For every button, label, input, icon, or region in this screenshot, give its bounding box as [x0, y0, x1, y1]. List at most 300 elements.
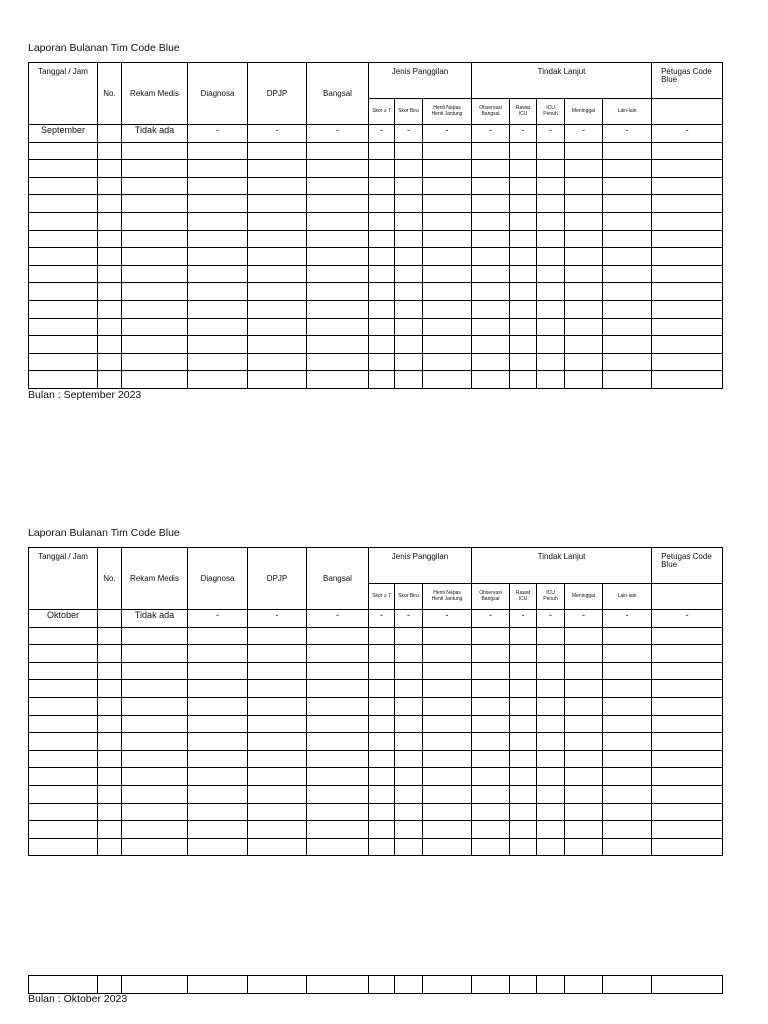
table-cell — [565, 645, 603, 663]
table-cell — [652, 768, 723, 786]
table-cell — [472, 248, 510, 266]
table-cell — [472, 142, 510, 160]
table-cell — [603, 821, 652, 839]
table-cell — [565, 838, 603, 856]
table-cell — [122, 697, 188, 715]
table-cell — [188, 662, 248, 680]
table-cell — [188, 627, 248, 645]
table-cell — [603, 785, 652, 803]
table-cell — [369, 336, 395, 354]
header-dpjp: DPJP — [248, 63, 307, 125]
table-cell — [188, 318, 248, 336]
table-cell — [307, 336, 369, 354]
table-cell — [472, 212, 510, 230]
table-cell — [652, 318, 723, 336]
cell-rekam-medis: Tidak ada — [122, 610, 188, 628]
table-cell — [652, 785, 723, 803]
table-cell — [98, 768, 122, 786]
table-cell — [395, 283, 423, 301]
table-cell — [510, 697, 537, 715]
table-row — [29, 976, 723, 994]
table-cell — [603, 645, 652, 663]
table-cell — [472, 353, 510, 371]
table-cell — [188, 353, 248, 371]
table-cell — [248, 353, 307, 371]
cell-observasi-bangsal: - — [472, 125, 510, 143]
cell-skor-7: - — [369, 125, 395, 143]
cell-skor-biru: - — [395, 610, 423, 628]
table-row — [29, 177, 723, 195]
table-cell — [395, 195, 423, 213]
table-cell — [603, 142, 652, 160]
table-cell — [188, 160, 248, 178]
table-cell — [395, 318, 423, 336]
table-cell — [98, 177, 122, 195]
table-cell — [537, 768, 565, 786]
table-cell — [188, 177, 248, 195]
table-cell — [188, 838, 248, 856]
table-cell — [510, 177, 537, 195]
table-cell — [122, 785, 188, 803]
table-cell — [537, 662, 565, 680]
code-blue-report-table — [28, 547, 723, 856]
table-cell — [307, 750, 369, 768]
table-cell — [423, 265, 472, 283]
cell-henti-napas: - — [423, 610, 472, 628]
table-cell — [98, 336, 122, 354]
table-cell — [188, 248, 248, 266]
table-cell — [565, 733, 603, 751]
table-cell — [369, 697, 395, 715]
table-cell — [29, 803, 98, 821]
table-cell — [307, 627, 369, 645]
table-cell — [29, 750, 98, 768]
table-cell — [98, 733, 122, 751]
table-cell — [122, 821, 188, 839]
table-cell — [395, 768, 423, 786]
table-cell — [369, 662, 395, 680]
table-cell — [423, 336, 472, 354]
table-cell — [565, 371, 603, 389]
table-cell — [307, 265, 369, 283]
table-cell — [652, 212, 723, 230]
table-cell — [537, 160, 565, 178]
table-cell — [98, 715, 122, 733]
subheader-observasi-bangsal: Observasi Bangsal — [472, 584, 510, 610]
table-cell — [395, 212, 423, 230]
table-cell — [122, 662, 188, 680]
table-cell — [248, 300, 307, 318]
table-cell — [537, 645, 565, 663]
table-cell — [307, 160, 369, 178]
table-row — [29, 680, 723, 698]
table-cell — [122, 283, 188, 301]
table-cell — [603, 803, 652, 821]
cell-lain-lain: - — [603, 610, 652, 628]
table-cell — [248, 371, 307, 389]
month-caption: Bulan : September 2023 — [28, 389, 142, 401]
header-jenis-panggilan: Jenis Panggilan — [369, 548, 472, 584]
table-cell — [510, 265, 537, 283]
table-cell — [29, 697, 98, 715]
table-cell — [395, 627, 423, 645]
table-cell — [565, 283, 603, 301]
table-cell — [537, 177, 565, 195]
table-cell — [122, 976, 188, 994]
table-cell — [652, 353, 723, 371]
table-cell — [423, 662, 472, 680]
cell-dpjp: - — [248, 125, 307, 143]
header-diagnosa: Diagnosa — [188, 63, 248, 125]
table-cell — [510, 248, 537, 266]
table-cell — [98, 160, 122, 178]
table-cell — [29, 645, 98, 663]
table-cell — [423, 177, 472, 195]
table-cell — [29, 680, 98, 698]
table-cell — [29, 768, 98, 786]
table-cell — [423, 680, 472, 698]
table-row — [29, 697, 723, 715]
table-cell — [248, 195, 307, 213]
table-cell — [652, 680, 723, 698]
subheader-henti-napas: Henti Napas Henti Jantung — [423, 99, 472, 125]
subheader-meninggal: Meninggal — [565, 99, 603, 125]
table-cell — [652, 976, 723, 994]
table-cell — [565, 785, 603, 803]
table-cell — [307, 318, 369, 336]
table-cell — [122, 212, 188, 230]
table-cell — [565, 768, 603, 786]
table-cell — [565, 697, 603, 715]
table-cell — [369, 212, 395, 230]
table-cell — [423, 803, 472, 821]
table-cell — [565, 248, 603, 266]
table-cell — [565, 803, 603, 821]
table-cell — [565, 230, 603, 248]
table-cell — [395, 733, 423, 751]
table-cell — [307, 768, 369, 786]
table-cell — [510, 160, 537, 178]
table-cell — [122, 680, 188, 698]
table-cell — [98, 976, 122, 994]
table-cell — [510, 318, 537, 336]
table-cell — [537, 803, 565, 821]
table-cell — [29, 212, 98, 230]
subheader-rawat-icu: Rawat ICU — [510, 584, 537, 610]
table-cell — [98, 697, 122, 715]
table-cell — [423, 248, 472, 266]
table-cell — [395, 803, 423, 821]
cell-observasi-bangsal: - — [472, 610, 510, 628]
header-diagnosa: Diagnosa — [188, 548, 248, 610]
table-row — [29, 300, 723, 318]
table-cell — [122, 177, 188, 195]
table-cell — [510, 283, 537, 301]
table-cell — [188, 142, 248, 160]
table-cell — [122, 160, 188, 178]
table-cell — [603, 680, 652, 698]
table-cell — [510, 336, 537, 354]
table-cell — [122, 248, 188, 266]
table-cell — [307, 300, 369, 318]
table-cell — [395, 248, 423, 266]
table-row — [29, 785, 723, 803]
table-cell — [537, 838, 565, 856]
table-cell — [603, 697, 652, 715]
table-cell — [98, 230, 122, 248]
table-cell — [395, 838, 423, 856]
table-cell — [537, 195, 565, 213]
table-cell — [603, 336, 652, 354]
table-cell — [565, 750, 603, 768]
cell-diagnosa: - — [188, 610, 248, 628]
table-cell — [537, 627, 565, 645]
table-cell — [652, 371, 723, 389]
table-cell — [98, 300, 122, 318]
table-cell — [395, 300, 423, 318]
subheader-lain-lain: Lain-lain — [603, 99, 652, 125]
table-cell — [369, 976, 395, 994]
table-cell — [395, 976, 423, 994]
table-cell — [565, 336, 603, 354]
table-cell — [248, 768, 307, 786]
table-cell — [423, 142, 472, 160]
table-cell — [652, 838, 723, 856]
subheader-petugas-blank — [652, 99, 723, 125]
header-no: No. — [98, 548, 122, 610]
table-cell — [98, 353, 122, 371]
table-cell — [29, 283, 98, 301]
table-row — [29, 750, 723, 768]
table-cell — [565, 160, 603, 178]
table-cell — [423, 821, 472, 839]
table-cell — [307, 212, 369, 230]
table-cell — [510, 715, 537, 733]
table-cell — [537, 265, 565, 283]
table-cell — [98, 371, 122, 389]
table-cell — [248, 645, 307, 663]
subheader-skor-7: Skor ≥ 7 — [369, 584, 395, 610]
table-cell — [307, 715, 369, 733]
table-cell — [510, 768, 537, 786]
table-cell — [423, 715, 472, 733]
table-cell — [188, 195, 248, 213]
table-cell — [603, 662, 652, 680]
table-cell — [188, 976, 248, 994]
table-cell — [603, 353, 652, 371]
header-tanggal-jam: Tanggal / Jam — [29, 63, 98, 125]
table-cell — [29, 160, 98, 178]
table-cell — [537, 976, 565, 994]
table-cell — [98, 265, 122, 283]
table-cell — [510, 662, 537, 680]
table-cell — [652, 195, 723, 213]
subheader-rawat-icu: Rawat ICU — [510, 99, 537, 125]
table-cell — [29, 785, 98, 803]
table-cell — [423, 212, 472, 230]
table-cell — [603, 230, 652, 248]
table-cell — [307, 353, 369, 371]
table-cell — [98, 318, 122, 336]
table-row — [29, 715, 723, 733]
table-cell — [29, 733, 98, 751]
table-cell — [472, 750, 510, 768]
table-cell — [537, 715, 565, 733]
table-cell — [122, 627, 188, 645]
table-cell — [472, 697, 510, 715]
subheader-skor-7: Skor ≥ 7 — [369, 99, 395, 125]
table-cell — [369, 353, 395, 371]
table-cell — [188, 265, 248, 283]
table-cell — [98, 750, 122, 768]
table-cell — [603, 300, 652, 318]
table-row — [29, 160, 723, 178]
code-blue-report-table-continuation — [28, 975, 723, 994]
table-row — [29, 195, 723, 213]
table-cell — [122, 265, 188, 283]
table-cell — [423, 195, 472, 213]
table-cell — [248, 662, 307, 680]
table-cell — [510, 976, 537, 994]
table-cell — [565, 627, 603, 645]
subheader-skor-biru: Skor Biru — [395, 99, 423, 125]
table-cell — [472, 195, 510, 213]
table-cell — [565, 195, 603, 213]
continuation-body — [29, 976, 723, 994]
table-cell — [369, 838, 395, 856]
cell-rawat-icu: - — [510, 610, 537, 628]
table-cell — [603, 838, 652, 856]
table-cell — [29, 248, 98, 266]
table-cell — [537, 336, 565, 354]
subheader-skor-biru: Skor Biru — [395, 584, 423, 610]
table-cell — [565, 177, 603, 195]
table-cell — [369, 821, 395, 839]
table-cell — [423, 627, 472, 645]
cell-petugas: - — [652, 125, 723, 143]
table-cell — [395, 230, 423, 248]
header-jenis-panggilan: Jenis Panggilan — [369, 63, 472, 99]
table-cell — [537, 785, 565, 803]
header-petugas-code-blue: Petugas Code Blue — [652, 548, 723, 584]
table-cell — [537, 750, 565, 768]
table-cell — [652, 230, 723, 248]
table-cell — [122, 645, 188, 663]
table-cell — [248, 177, 307, 195]
table-cell — [652, 715, 723, 733]
table-cell — [369, 733, 395, 751]
table-cell — [122, 750, 188, 768]
table-cell — [248, 680, 307, 698]
table-cell — [510, 821, 537, 839]
table-cell — [603, 733, 652, 751]
table-row — [29, 838, 723, 856]
table-cell — [652, 750, 723, 768]
table-cell — [29, 976, 98, 994]
table-row — [29, 733, 723, 751]
header-no: No. — [98, 63, 122, 125]
table-cell — [395, 142, 423, 160]
table-cell — [565, 821, 603, 839]
table-cell — [248, 627, 307, 645]
table-cell — [122, 336, 188, 354]
table-cell — [423, 838, 472, 856]
table-cell — [369, 803, 395, 821]
table-cell — [369, 645, 395, 663]
table-row — [29, 336, 723, 354]
table-cell — [307, 838, 369, 856]
table-cell — [537, 371, 565, 389]
table-cell — [510, 212, 537, 230]
table-cell — [307, 733, 369, 751]
table-cell — [652, 336, 723, 354]
table-cell — [369, 768, 395, 786]
table-cell — [369, 230, 395, 248]
table-cell — [188, 750, 248, 768]
table-cell — [307, 142, 369, 160]
table-cell — [369, 680, 395, 698]
table-cell — [565, 976, 603, 994]
table-cell — [423, 768, 472, 786]
table-cell — [423, 353, 472, 371]
table-cell — [472, 680, 510, 698]
month-caption: Bulan : Oktober 2023 — [28, 993, 128, 1005]
table-row — [29, 283, 723, 301]
table-cell — [248, 336, 307, 354]
header-tindak-lanjut: Tindak Lanjut — [472, 548, 652, 584]
table-cell — [472, 318, 510, 336]
table-cell — [248, 283, 307, 301]
table-cell — [537, 142, 565, 160]
table-cell — [248, 838, 307, 856]
table-cell — [472, 160, 510, 178]
table-cell — [472, 733, 510, 751]
table-cell — [29, 821, 98, 839]
table-cell — [652, 803, 723, 821]
table-cell — [472, 662, 510, 680]
cell-skor-7: - — [369, 610, 395, 628]
table-cell — [510, 300, 537, 318]
table-cell — [307, 697, 369, 715]
table-cell — [537, 230, 565, 248]
table-cell — [652, 697, 723, 715]
table-cell — [98, 195, 122, 213]
table-cell — [510, 142, 537, 160]
table-cell — [122, 195, 188, 213]
header-tindak-lanjut: Tindak Lanjut — [472, 63, 652, 99]
table-cell — [423, 976, 472, 994]
table-cell — [29, 353, 98, 371]
table-cell — [188, 680, 248, 698]
table-cell — [603, 750, 652, 768]
table-row — [29, 610, 723, 628]
table-cell — [472, 838, 510, 856]
table-cell — [472, 976, 510, 994]
table-cell — [122, 838, 188, 856]
table-cell — [395, 645, 423, 663]
table-cell — [307, 371, 369, 389]
table-cell — [423, 230, 472, 248]
table-cell — [98, 662, 122, 680]
table-cell — [510, 785, 537, 803]
table-cell — [472, 230, 510, 248]
table-cell — [510, 750, 537, 768]
table-cell — [603, 212, 652, 230]
code-blue-report-table — [28, 62, 723, 389]
table-cell — [98, 785, 122, 803]
table-cell — [248, 248, 307, 266]
table-cell — [472, 645, 510, 663]
